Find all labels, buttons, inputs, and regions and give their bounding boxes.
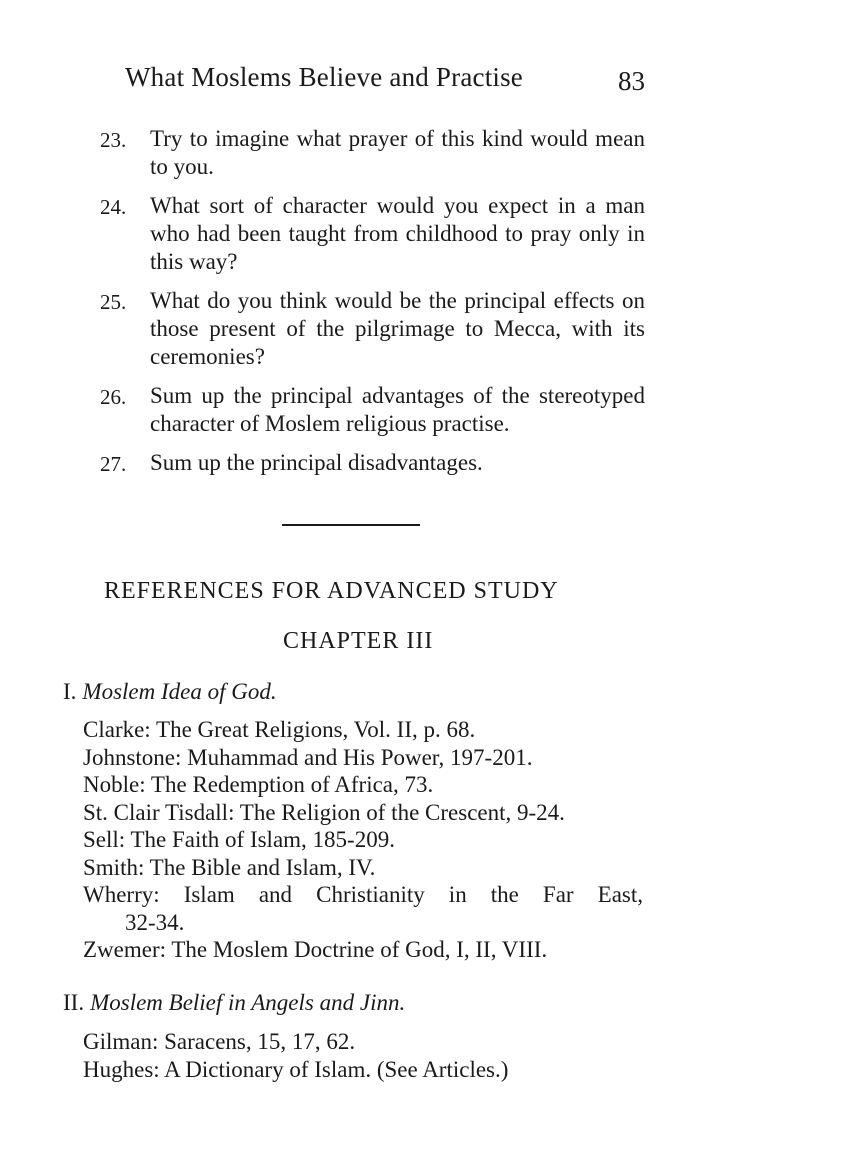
question-number: 23. xyxy=(100,128,127,152)
question-item xyxy=(100,192,645,276)
question-list xyxy=(100,125,645,488)
question-text: Sum up the principal advantages of the stereotyped character of Moslem religious practise. xyxy=(150,383,645,436)
section-divider-rule xyxy=(282,524,420,526)
reference-entry: Smith: The Bible and Islam, IV. xyxy=(83,854,376,880)
reference-entry: Noble: The Redemption of Africa, 73. xyxy=(83,772,434,797)
chapter-heading: CHAPTER III xyxy=(283,628,434,654)
question-text: Try to imagine what prayer of this kind would mean to you. xyxy=(150,126,645,179)
section-number: II. xyxy=(63,990,85,1015)
section-title: Moslem Belief in Angels and Jinn. xyxy=(90,990,406,1015)
reference-entry-continuation: 32-34. xyxy=(125,909,185,935)
section-heading xyxy=(63,990,405,1016)
reference-entry: Wherry: Islam and Christianity in the Far East, xyxy=(83,882,643,907)
question-text: What do you think would be the principal effects on those present of the pilgrimage to Mecca, with its ceremonies? xyxy=(150,288,645,369)
reference-entry: Hughes: A Dictionary of Islam. (See Articles.) xyxy=(83,1056,509,1082)
section-number: I. xyxy=(63,679,77,704)
question-text: What sort of character would you expect in a man who had been taught from childhood to pray only in this way? xyxy=(150,193,645,274)
question-item xyxy=(100,125,645,181)
question-number: 24. xyxy=(100,195,127,219)
question-number: 25. xyxy=(100,290,127,314)
page-number: 83 xyxy=(618,66,645,96)
reference-entry: St. Clair Tisdall: The Religion of the Crescent, 9-24. xyxy=(83,799,565,825)
section-title: Moslem Idea of God. xyxy=(82,679,277,704)
references-heading: REFERENCES FOR ADVANCED STUDY xyxy=(104,578,559,604)
reference-entry: Johnstone: Muhammad and His Power, 197-201. xyxy=(83,744,533,770)
question-item xyxy=(100,449,645,477)
reference-list xyxy=(83,716,643,964)
section-heading xyxy=(63,679,277,705)
reference-entry: Clarke: The Great Religions, Vol. II, p. 68. xyxy=(83,717,476,742)
question-number: 27. xyxy=(100,452,127,476)
running-head xyxy=(125,62,645,102)
question-number: 26. xyxy=(100,385,127,409)
question-item xyxy=(100,287,645,371)
reference-entry: Zwemer: The Moslem Doctrine of God, I, II, VIII. xyxy=(83,937,548,962)
reference-entry: Sell: The Faith of Islam, 185-209. xyxy=(83,827,395,852)
question-text: Sum up the principal disadvantages. xyxy=(150,450,483,475)
question-item xyxy=(100,382,645,438)
running-head-title: What Moslems Believe and Practise xyxy=(125,62,523,92)
reference-list xyxy=(83,1028,643,1083)
reference-entry: Gilman: Saracens, 15, 17, 62. xyxy=(83,1029,356,1054)
